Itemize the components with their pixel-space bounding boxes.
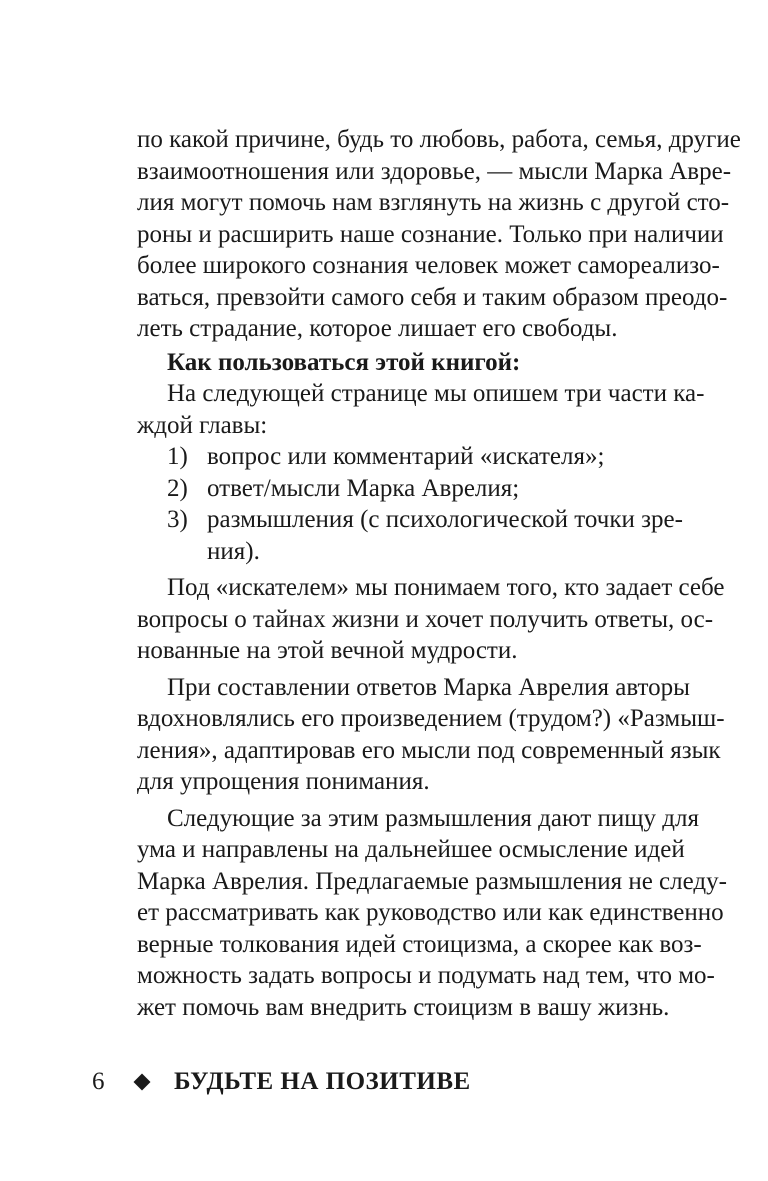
page-number: 6 [92,1068,105,1095]
list-number: 1) [167,443,188,470]
text-line: взаимоотношения или здоровье, — мысли Марка Авре- [137,157,732,185]
section-heading: Как пользоваться этой книгой: [167,348,521,376]
list-text: ответ/мысли Марка Аврелия; [207,474,520,502]
text-line: вопросы о тайнах жизни и хочет получить ответы, ос- [137,605,714,633]
page-footer [92,1066,471,1098]
text-line: для упрощения понимания. [137,768,430,795]
text-line: ваться, превзойти самого себя и таким образом преодо- [137,283,728,311]
list-text-continuation: ния). [207,537,260,565]
text-line: вдохновлялись его произведением (трудом?) «Размыш- [137,705,725,732]
text-line: верные толкования идей стоицизма, а скорее как воз- [137,930,702,958]
text-line: леть страдание, которое лишает его свободы. [137,315,618,342]
paragraph-3 [137,572,725,667]
paragraph-1 [137,124,741,345]
list-number: 3) [167,506,188,533]
text-line: роны и расширить наше сознание. Только при наличии [137,220,724,248]
text-line: На следующей странице мы опишем три части ка- [167,380,705,407]
text-line: ума и направлены на дальнейшее осмысление идей [137,836,685,863]
list-item [137,504,683,536]
diamond-icon [134,1074,151,1091]
text-line: более широкого сознания человек может самореализо- [137,252,720,279]
running-title: БУДЬТЕ НА ПОЗИТИВЕ [174,1068,471,1095]
text-line: Следующие за этим размышления дают пищу для [167,804,699,832]
paragraph-5 [137,803,727,1024]
list-item [137,473,660,505]
text-line: нованные на этой вечной мудрости. [137,637,518,664]
list-text: размышления (с психологической точки зре- [207,506,683,533]
text-line: ления», адаптировав его мысли под современный язык [137,736,721,764]
text-line: можность задать вопросы и подумать над тем, что мо- [137,962,715,989]
list-item [137,441,660,473]
paragraph-2 [137,378,705,441]
text-line: Под «искателем» мы понимаем того, кто задает себе [167,574,725,601]
list-text: вопрос или комментарий «искателя»; [207,443,605,470]
numbered-list [137,441,683,567]
paragraph-4 [137,672,725,798]
text-line: Марка Аврелия. Предлагаемые размышления не следу- [137,867,727,895]
text-line: ет рассматривать как руководство или как единственно [137,899,724,926]
text-line: по какой причине, будь то любовь, работа, семья, другие [137,126,741,153]
text-line: лия могут помочь нам взглянуть на жизнь с другой сто- [137,189,730,216]
body-text [137,124,741,1023]
text-line: ждой главы: [137,411,268,439]
text-line: При составлении ответов Марка Аврелия авторы [167,673,690,701]
text-line: жет помочь вам внедрить стоицизм в вашу жизнь. [137,993,670,1021]
list-number: 2) [167,474,188,502]
